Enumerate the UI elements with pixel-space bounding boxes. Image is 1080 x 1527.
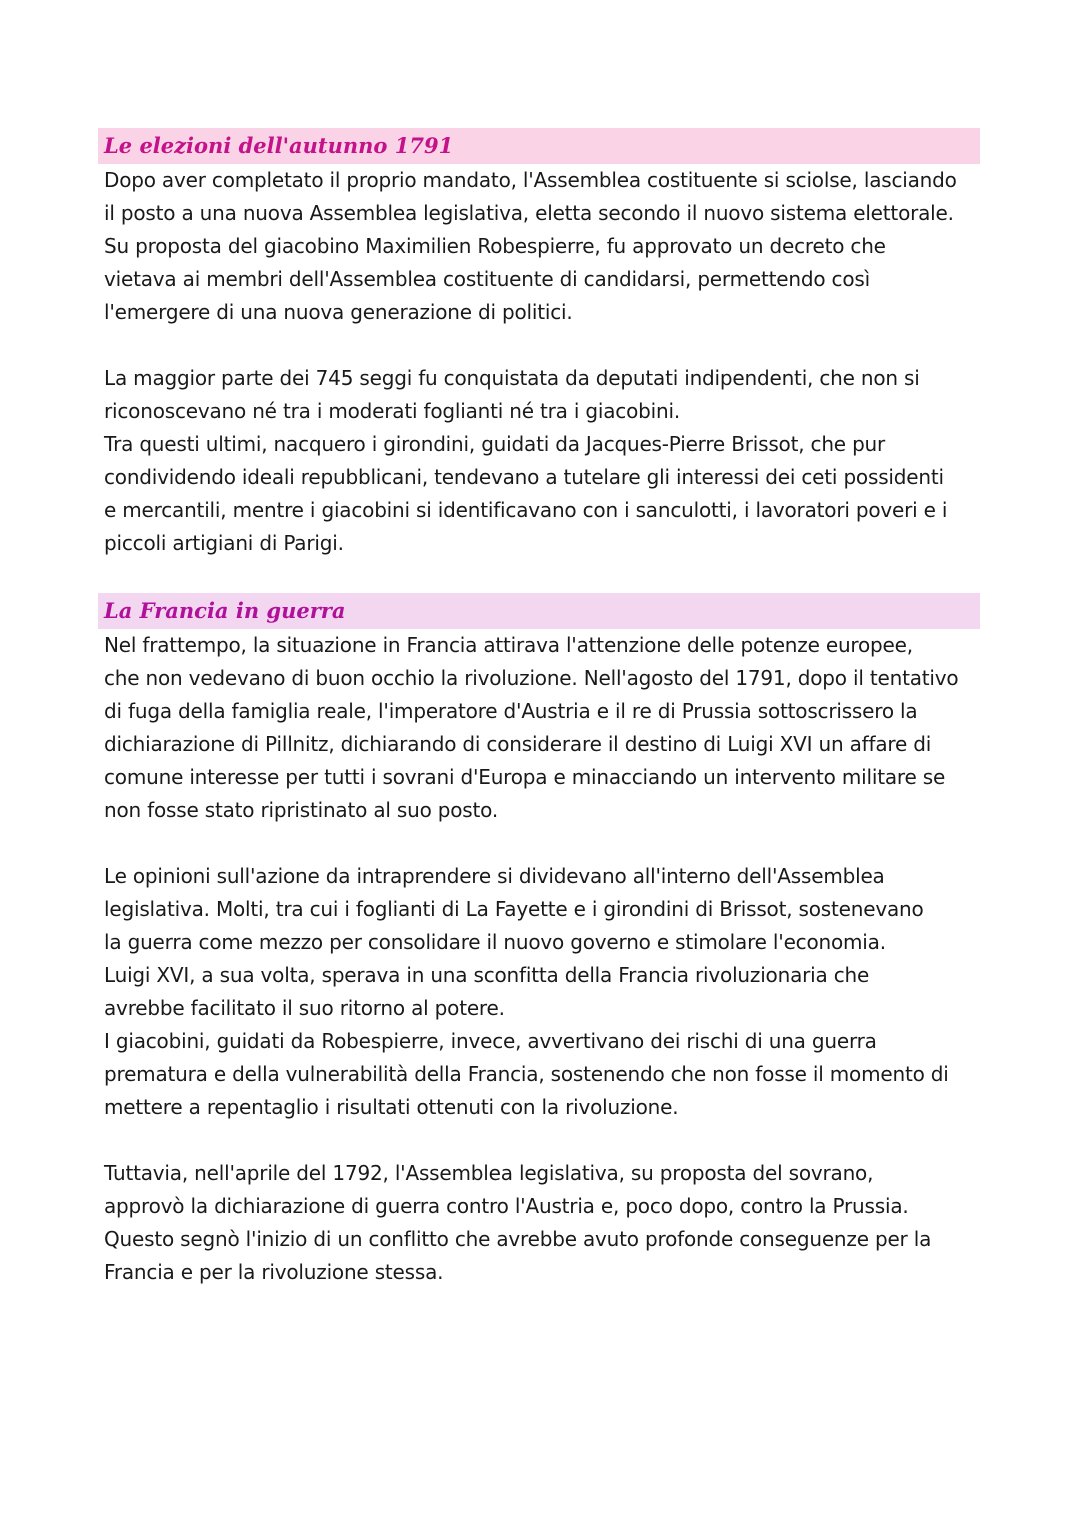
- paragraph: Le opinioni sull'azione da intraprendere si dividevano all'interno dell'Assemblea legislativa. Molti, tra cui i foglianti di La Fayette e i girondini di Brissot, sostenevano la guerra come mezzo per consolidare il nuovo governo e stimolare l'economia. Luigi XVI, a sua volta, sperava in una sconfitta della Francia rivoluzionaria che avrebbe facilitato il suo ritorno al potere. I giacobini, guidati da Robespierre, invece, avvertivano dei rischi di una guerra prematura e della vulnerabilità della Francia, sostenendo che non fosse il momento di mettere a repentaglio i risultati ottenuti con la rivoluzione.: [104, 864, 949, 1119]
- paragraph: Tuttavia, nell'aprile del 1792, l'Assemblea legislativa, su proposta del sovrano, approvò la dichiarazione di guerra contro l'Austria e, poco dopo, contro la Prussia. Questo segnò l'inizio di un conflitto che avrebbe avuto profonde conseguenze per la Francia e per la rivoluzione stessa.: [104, 1161, 932, 1284]
- section-france-at-war: [98, 593, 980, 1289]
- paragraph-gap: [98, 1124, 980, 1157]
- paragraph: La maggior parte dei 745 seggi fu conquistata da deputati indipendenti, che non si riconoscevano né tra i moderati foglianti né tra i giacobini. Tra questi ultimi, nacquero i girondini, guidati da Jacques-Pierre Brissot, che pur condividendo ideali repubblicani, tendevano a tutelare gli interessi dei ceti possidenti e mercantili, mentre i giacobini si identificavano con i sanculotti, i lavoratori poveri e i piccoli artigiani di Parigi.: [104, 366, 948, 555]
- paragraph: Dopo aver completato il proprio mandato, l'Assemblea costituente si sciolse, lasciando il posto a una nuova Assemblea legislativa, eletta secondo il nuovo sistema elettorale. Su proposta del giacobino Maximilien Robespierre, fu approvato un decreto che vietava ai membri dell'Assemblea costituente di candidarsi, permettendo così l'emergere di una nuova generazione di politici.: [104, 168, 957, 324]
- paragraph: Nel frattempo, la situazione in Francia attirava l'attenzione delle potenze europee, che non vedevano di buon occhio la rivoluzione. Nell'agosto del 1791, dopo il tentativo di fuga della famiglia reale, l'imperatore d'Austria e il re di Prussia sottoscrissero la dichiarazione di Pillnitz, dichiarando di considerare il destino di Luigi XVI un affare di comune interesse per tutti i sovrani d'Europa e minacciando un intervento militare se non fosse stato ripristinato al suo posto.: [104, 633, 959, 822]
- paragraph-gap: [98, 827, 980, 860]
- section-elections-1791: [98, 128, 980, 560]
- paragraph-gap: [98, 329, 980, 362]
- section-heading: La Francia in guerra: [98, 593, 980, 629]
- section-heading: Le elezioni dell'autunno 1791: [98, 128, 980, 164]
